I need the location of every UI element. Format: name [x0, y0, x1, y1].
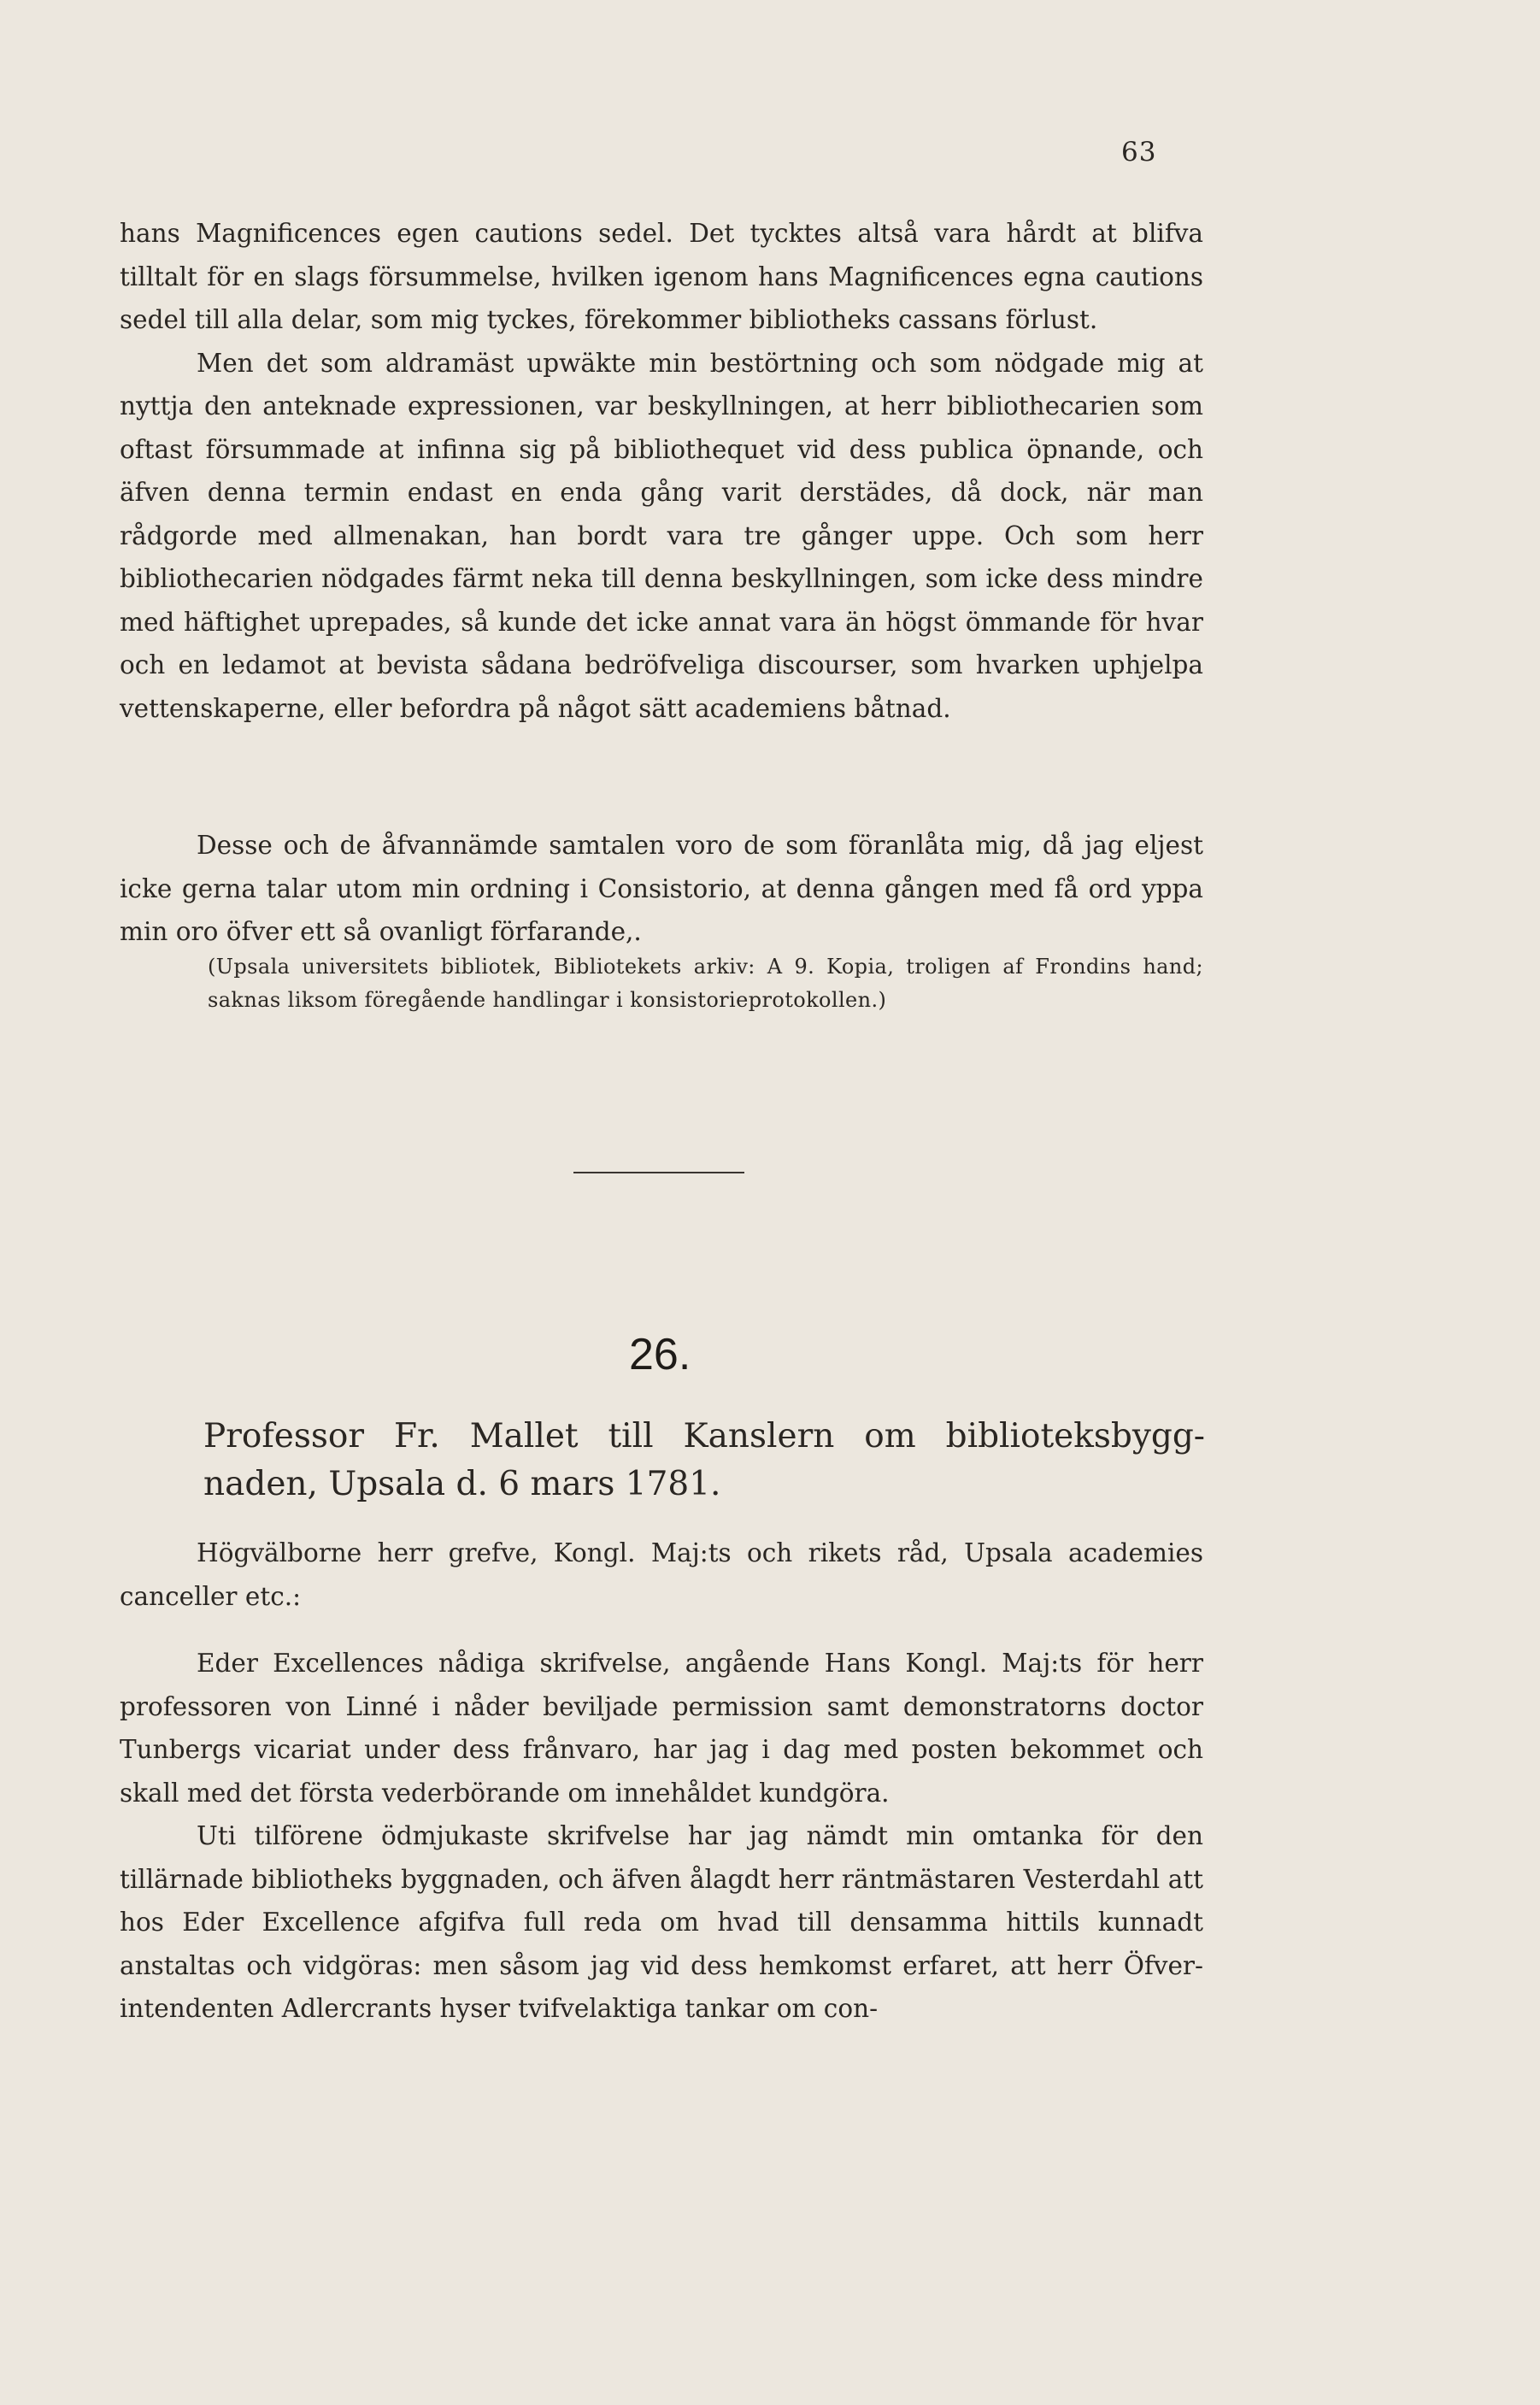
heading-line: naden, Upsala d. 6 mars 1781. — [203, 1465, 721, 1503]
letter-body — [120, 1532, 1203, 2031]
source-note: (Upsala universitets bibliotek, Bibliotekets arkiv: A 9. Kopia, troligen af Frondins hand; saknas liksom föregående handlingar i konsistorieprotokollen.) — [208, 955, 1203, 1012]
section-divider — [573, 1172, 744, 1173]
paragraph: Eder Excellences nådiga skrifvelse, angående Hans Kongl. Maj:ts för herr professoren von Linné i nåder beviljade permission samt demonstratorns doctor Tunbergs vicariat under dess frånvaro, har jag i dag med posten bekommet och skall med det första vederbörande om innehåldet kundgöra. — [120, 1649, 1203, 1808]
paragraph: Men det som aldramäst upwäkte min bestörtning och som nödgade mig at nyttja den anteknade expressionen, var beskyllningen, at herr bibliothecarien som oftast försummade at infinna sig på bibliothequet vid dess publica öpnande, och äfven denna termin endast en enda gång varit derstädes, då dock, när man rådgorde med allmenakan, han bordt vara tre gånger uppe. Och som herr bibliothecarien nödgades färmt neka till denna beskyllningen, som icke dess mindre med häftighet uprepades, så kunde det icke annat vara än högst ömmande för hvar och en ledamot at bevista sådana bedröfveliga discourser, som hvarken uphjelpa vettenskaperne, eller befordra på något sätt academiens båtnad. — [120, 348, 1203, 723]
page-number: 63 — [1121, 137, 1157, 168]
letter-closing — [120, 824, 1203, 954]
paragraph: Uti tilförene ödmjukaste skrifvelse har jag nämdt min omtanka för den tillärnade bibliotheks byggnaden, och äfven ålagdt herr räntmästaren Vesterdahl att hos Eder Excellence afgifva full reda om hvad till densamma hittils kunnadt anstaltas och vidgöras: men såsom jag vid dess hemkomst erfaret, att herr Öfver-intendenten Adlercrants hyser tvifvelaktiga tankar om con- — [120, 1821, 1203, 2023]
letter-continuation — [120, 212, 1203, 730]
document-number: 26. — [629, 1330, 691, 1379]
salutation: Högvälborne herr grefve, Kongl. Maj:ts och rikets råd, Upsala academies canceller etc.: — [120, 1538, 1203, 1611]
document-heading — [203, 1413, 1205, 1508]
paragraph: hans Magnificences egen cautions sedel. Det tycktes altså vara hårdt at blifva tilltalt för en slags försummelse, hvilken igenom hans Magnificences egna cautions sedel till alla delar, som mig tyckes, förekommer bibliotheks cassans förlust. — [120, 219, 1203, 334]
heading-line: Professor Fr. Mallet till Kanslern om biblioteksbygg- — [203, 1417, 1205, 1455]
paragraph: Desse och de åfvannämde samtalen voro de som föranlåta mig, då jag eljest icke gerna talar utom min ordning i Consistorio, at denna gången med få ord yppa min oro öfver ett så ovanligt förfarande,. — [120, 831, 1203, 946]
